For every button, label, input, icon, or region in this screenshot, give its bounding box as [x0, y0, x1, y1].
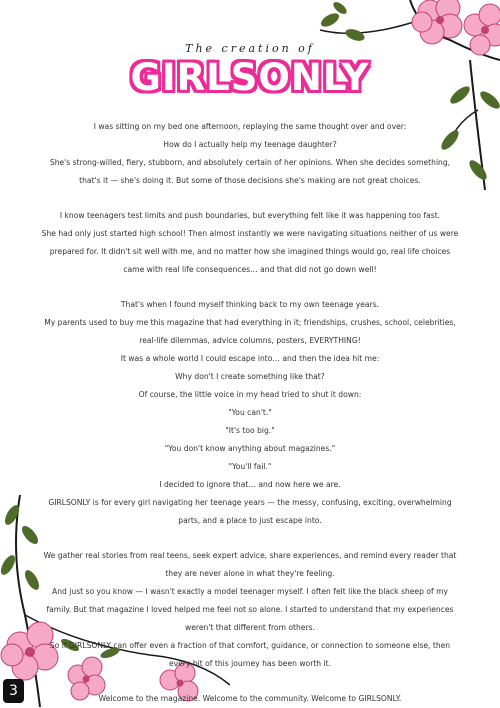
magazine-brand-title: GIRLSONLY: [130, 56, 370, 99]
body-line: weren't that different from others.: [185, 623, 315, 632]
body-line: they are never alone in what they're feeling.: [165, 569, 335, 578]
body-line: prepared for. It didn't sit well with me, and no matter how she imagined things would go, real life choices: [49, 247, 451, 256]
body-line: I know teenagers test limits and push boundaries, but everything felt like it was happening too fast.: [59, 211, 441, 220]
body-line: How do I actually help my teenage daughter?: [163, 140, 337, 149]
body-line: family. But that magazine I loved helped me feel not so alone. I started to understand that my experiences: [46, 605, 454, 614]
body-line: So if GIRLSONLY can offer even a fraction of that comfort, guidance, or connection to someone else, then: [49, 641, 451, 650]
body-line: We gather real stories from real teens, seek expert advice, share experiences, and remind every reader that: [43, 551, 457, 560]
body-line: "You don't know anything about magazines.": [164, 444, 336, 453]
body-line: She's strong-willed, fiery, stubborn, and absolutely certain of her opinions. When she decides something,: [49, 158, 451, 167]
body-line: real-life dilemmas, advice columns, posters, EVERYTHING!: [139, 336, 361, 345]
body-line: GIRLSONLY is for every girl navigating her teenage years — the messy, confusing, exciting, overwhelming: [48, 498, 452, 507]
body-line: parts, and a place to just escape into.: [178, 516, 322, 525]
page-number: 3: [3, 679, 24, 703]
paragraph-gap: [40, 279, 460, 296]
body-line: It was a whole world I could escape into… and then the idea hit me:: [120, 354, 380, 363]
body-line: She had only just started high school! Then almost instantly we were navigating situations neither of us were: [41, 229, 459, 238]
paragraph-gap: [40, 190, 460, 207]
body-line: that's it — she's doing it. But some of those decisions she's making are not great choices.: [79, 176, 421, 185]
body-line: I was sitting on my bed one afternoon, replaying the same thought over and over:: [93, 122, 407, 131]
creation-kicker: The creation of: [185, 42, 315, 55]
body-line: "You'll fail.": [228, 462, 272, 471]
body-line: I decided to ignore that… and now here we are.: [159, 480, 341, 489]
body-line: Of course, the little voice in my head tried to shut it down:: [138, 390, 362, 399]
body-line: "It's too big.": [225, 426, 275, 435]
body-line: came with real life consequences… and that did not go down well!: [123, 265, 377, 274]
body-line: That's when I found myself thinking back to my own teenage years.: [120, 300, 380, 309]
article-body: [40, 118, 460, 708]
paragraph-gap: [40, 673, 460, 690]
body-line: Why don't I create something like that?: [175, 372, 325, 381]
body-line: every bit of this journey has been worth it.: [168, 659, 332, 668]
paragraph-gap: [40, 530, 460, 547]
body-line: Welcome to the magazine. Welcome to the community. Welcome to GIRLSONLY.: [98, 694, 402, 703]
body-line: And just so you know — I wasn't exactly a model teenager myself. I often felt like the black sheep of my: [52, 587, 448, 596]
body-line: My parents used to buy me this magazine that had everything in it; friendships, crushes, school, celebrities,: [44, 318, 456, 327]
body-line: "You can't.": [228, 408, 272, 417]
